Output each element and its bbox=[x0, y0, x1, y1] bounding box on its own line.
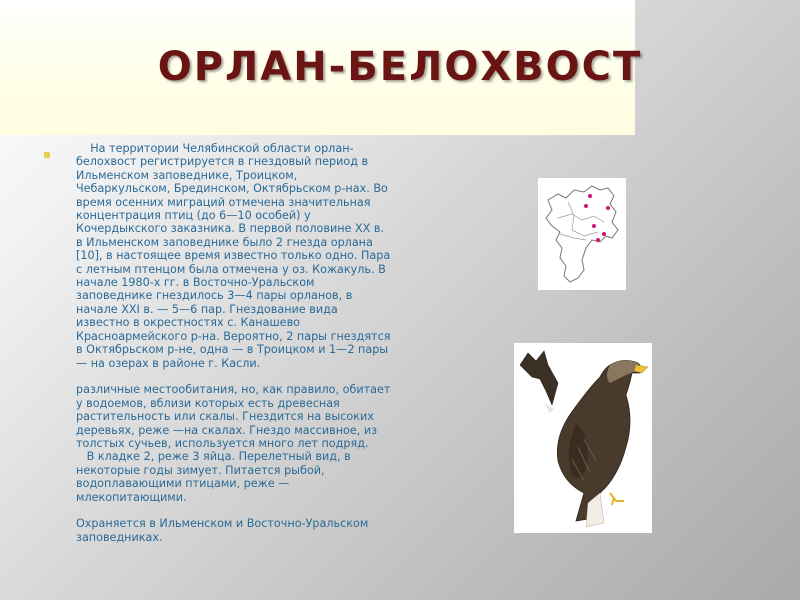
slide-body-text: На территории Челябинской области орлан-белохвост регистрируется в гнездовый период в Ильменском заповеднике, Троицком, Чебаркульском, Брединском, Октябрьском р-нах. Во время осенних миграций отмечена значительная концентрация птиц (до 6—10 особей) у Кочердыкского заказника. В первой половине XX в. в Ильменском заповеднике было 2 гнезда орлана [10], в настоящее время известно только одно. Пара с летным птенцом была отмечена у оз. Кожакуль. В начале 1980-х гг. в Восточно-Уральском заповеднике гнездилось 3—4 пары орланов, в начале XXI в. — 5—6 пар. Гнездование вида известно в окрестностях с. Канашево Красноармейского р-на. Вероятно, 2 пары гнездятся в Октябрьском р-не, одна — в Троицком и 1—2 пары — на озерах в районе г. Касли. различные местообитания, но, как правило, обитает у водоемов, вблизи которых есть древесная растительность или скалы. Гнездится на высоких деревьях, реже —на скалах. Гнездо массивное, из толстых сучьев, используется много лет подряд. В кладке 2, реже 3 яйца. Перелетный вид, в некоторые годы зимует. Питается рыбой, водоплавающими птицами, реже — млекопитающими. Охраняется в Ильменском и Восточно-Уральском заповедниках. bbox=[76, 142, 391, 544]
region-map-image bbox=[538, 178, 626, 290]
title-band-fade bbox=[0, 118, 635, 138]
bullet-marker bbox=[44, 152, 50, 158]
eagle-illustration bbox=[514, 343, 652, 533]
white-tailed-eagle-icon bbox=[514, 343, 652, 533]
chelyabinsk-region-map-icon bbox=[538, 178, 626, 290]
slide-title: ОРЛАН-БЕЛОХВОСТ bbox=[157, 44, 643, 90]
